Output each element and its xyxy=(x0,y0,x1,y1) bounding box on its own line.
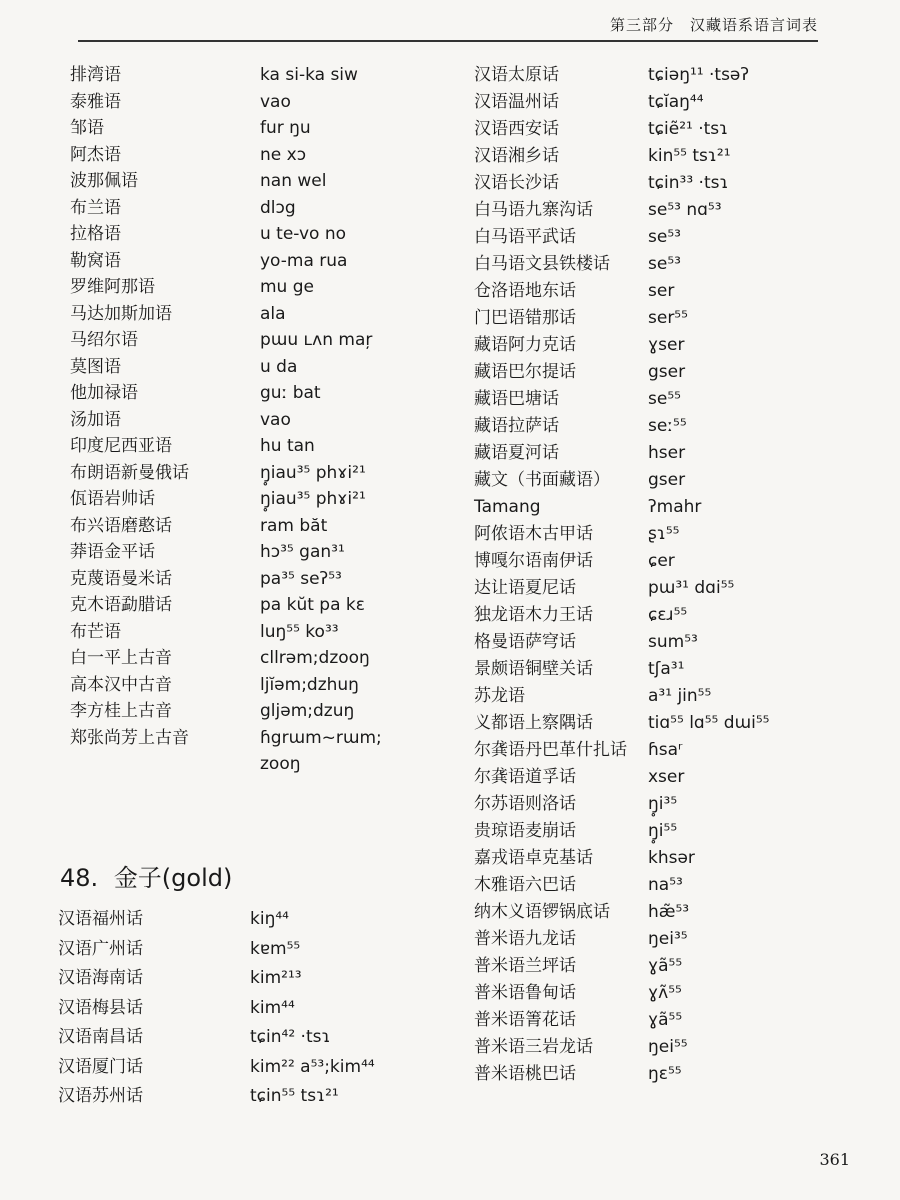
entry-row xyxy=(474,575,854,601)
language-name: 克木语勐腊话 xyxy=(70,595,172,615)
word-form: a³¹ jin⁵⁵ xyxy=(648,686,712,706)
section-heading xyxy=(60,858,232,893)
word-form: hu tan xyxy=(260,436,315,456)
word-form: ŋ̥iau³⁵ phɤi²¹ xyxy=(260,462,366,483)
language-name: 排湾语 xyxy=(70,65,121,85)
page-header xyxy=(0,0,900,50)
language-name: 汉语苏州话 xyxy=(58,1086,143,1106)
entry-row xyxy=(70,89,450,115)
entry-row xyxy=(70,115,450,141)
left-column-gold-entries xyxy=(58,906,450,1106)
entry-row xyxy=(70,168,450,194)
entry-row xyxy=(474,791,854,817)
language-name: 景颇语铜壁关话 xyxy=(474,659,593,679)
entry-row xyxy=(70,698,450,724)
language-name: 佤语岩帅话 xyxy=(70,489,155,509)
entry-row xyxy=(474,953,854,979)
entry-row xyxy=(474,629,854,655)
word-form: ɕer xyxy=(648,551,675,571)
word-form: dlɔg xyxy=(260,197,296,218)
language-name: 汉语温州话 xyxy=(474,92,559,112)
header-title: 第三部分 汉藏语系语言词表 xyxy=(609,16,818,34)
language-name: 罗维阿那语 xyxy=(70,277,155,297)
entry-row xyxy=(70,380,450,406)
word-form: se⁵³ xyxy=(648,227,681,247)
word-form: cllrəm;dzooŋ xyxy=(260,648,370,668)
language-name: 义都语上察隅话 xyxy=(474,713,593,733)
word-form: ɣã⁵⁵ xyxy=(648,1010,683,1030)
entry-row xyxy=(474,359,854,385)
entry-row xyxy=(58,965,450,991)
entry-row xyxy=(70,486,450,512)
entry-row xyxy=(474,710,854,736)
language-name: Tamang xyxy=(474,497,541,517)
language-name: 尔苏语则洛话 xyxy=(474,794,576,814)
right-column-entries xyxy=(474,62,854,1112)
language-name: 普米语箐花话 xyxy=(474,1010,576,1030)
entry-row xyxy=(474,926,854,952)
language-name: 高本汉中古音 xyxy=(70,674,172,695)
language-name: 李方桂上古音 xyxy=(70,701,172,721)
word-form: ala xyxy=(260,303,286,324)
entry-row xyxy=(474,224,854,250)
language-name: 木雅语六巴话 xyxy=(474,875,576,895)
entry-row xyxy=(474,143,854,169)
word-form: pa kŭt pa kɛ xyxy=(260,595,365,615)
word-form: xser xyxy=(648,767,685,787)
word-form: khsər xyxy=(648,848,695,868)
word-form: gser xyxy=(648,470,686,490)
word-form: luŋ⁵⁵ ko³³ xyxy=(260,621,339,642)
language-name: 勒窝语 xyxy=(70,250,121,271)
word-form: u da xyxy=(260,356,298,377)
word-form: gser xyxy=(648,362,686,382)
language-name: 尔龚语丹巴革什扎话 xyxy=(474,740,627,760)
language-name: 藏语巴尔提话 xyxy=(474,362,576,382)
language-name: 克蔑语曼米话 xyxy=(70,568,172,589)
word-form: pa³⁵ seʔ⁵³ xyxy=(260,568,342,589)
word-form: ɣʌ̃⁵⁵ xyxy=(648,983,682,1003)
left-column-entries xyxy=(70,62,450,782)
entry-row xyxy=(58,906,450,932)
word-form: tɕiẽ²¹ ·tsɿ xyxy=(648,119,729,139)
word-form: ser⁵⁵ xyxy=(648,308,688,328)
entry-row xyxy=(474,548,854,574)
word-form: hɔ³⁵ gan³¹ xyxy=(260,542,345,562)
entry-row xyxy=(58,936,450,962)
entry-row xyxy=(70,195,450,221)
entry-row xyxy=(70,539,450,565)
entry-row xyxy=(474,1034,854,1060)
language-name: 纳木义语锣锅底话 xyxy=(474,902,610,922)
entry-row xyxy=(70,248,450,274)
language-name: 阿杰语 xyxy=(70,144,121,165)
entry-row xyxy=(70,751,450,777)
word-form: ɦgrɯm~rɯm; xyxy=(260,727,382,748)
word-form: se⁵⁵ xyxy=(648,389,681,409)
entry-row xyxy=(70,221,450,247)
entry-row xyxy=(474,413,854,439)
word-form: ɣser xyxy=(648,335,685,355)
word-form: fur ŋu xyxy=(260,118,311,138)
language-name: 仓洛语地东话 xyxy=(474,281,576,301)
section-number: 48. xyxy=(60,864,99,892)
language-name: 汉语厦门话 xyxy=(58,1056,143,1077)
header-rule xyxy=(78,40,818,42)
entry-row xyxy=(58,1083,450,1109)
word-form: vao xyxy=(260,409,291,430)
word-form: ŋei³⁵ xyxy=(648,929,688,949)
entry-row xyxy=(474,521,854,547)
word-form: sum⁵³ xyxy=(648,632,698,652)
language-name: 拉格语 xyxy=(70,224,121,244)
language-name: 汉语西安话 xyxy=(474,119,559,139)
entry-row xyxy=(474,602,854,628)
language-name: 尔龚语道孚话 xyxy=(474,767,576,787)
word-form: hser xyxy=(648,443,686,463)
language-name: 达让语夏尼话 xyxy=(474,578,576,598)
language-name: 普米语三岩龙话 xyxy=(474,1037,593,1057)
word-form: nan wel xyxy=(260,171,327,191)
entry-row xyxy=(70,62,450,88)
language-name: 汉语太原话 xyxy=(474,65,559,85)
language-name: 印度尼西亚语 xyxy=(70,436,172,456)
language-name: 阿侬语木古甲话 xyxy=(474,524,593,544)
entry-row xyxy=(70,142,450,168)
entry-row xyxy=(70,592,450,618)
language-name: 布兴语磨憨话 xyxy=(70,515,172,536)
entry-row xyxy=(58,995,450,1021)
word-form: ŋɛ⁵⁵ xyxy=(648,1064,682,1084)
language-name: 独龙语木力王话 xyxy=(474,605,593,625)
language-name: 白马语九寨沟话 xyxy=(474,200,593,220)
word-form: kɐm⁵⁵ xyxy=(250,938,301,959)
entry-row xyxy=(474,89,854,115)
language-name: 白马语文县铁楼话 xyxy=(474,254,610,274)
word-form: na⁵³ xyxy=(648,875,683,895)
word-form: seː⁵⁵ xyxy=(648,416,687,436)
word-form: ka si-ka siw xyxy=(260,65,358,85)
word-form: ŋ̥i³⁵ xyxy=(648,794,678,814)
language-name: 布兰语 xyxy=(70,197,121,218)
entry-row xyxy=(70,301,450,327)
language-name: 普米语九龙话 xyxy=(474,929,576,949)
language-name: 藏语巴塘话 xyxy=(474,389,559,409)
word-form: tɕĭaŋ⁴⁴ xyxy=(648,92,704,112)
word-form: ŋ̥iau³⁵ phɤi²¹ xyxy=(260,489,366,509)
word-form: kim⁴⁴ xyxy=(250,997,295,1018)
entry-row xyxy=(474,1007,854,1033)
page-number: 361 xyxy=(819,1150,850,1169)
entry-row xyxy=(474,251,854,277)
entry-row xyxy=(70,433,450,459)
entry-row xyxy=(474,278,854,304)
language-name: 白马语平武话 xyxy=(474,227,576,247)
word-form: tiɑ⁵⁵ lɑ⁵⁵ dɯi⁵⁵ xyxy=(648,713,770,733)
word-form: pɯu ʟʌn maŗ xyxy=(260,330,373,350)
entry-row xyxy=(58,1024,450,1050)
word-form: ljĭəm;dzhuŋ xyxy=(260,674,359,695)
word-form: kiŋ⁴⁴ xyxy=(250,909,289,929)
word-form: tʃa³¹ xyxy=(648,659,685,679)
word-form: gljəm;dzuŋ xyxy=(260,701,355,721)
entry-row xyxy=(474,845,854,871)
language-name: 藏语夏河话 xyxy=(474,443,559,463)
language-name: 汉语长沙话 xyxy=(474,173,559,193)
language-name: 布芒语 xyxy=(70,621,121,642)
language-name: 莽语金平话 xyxy=(70,542,155,562)
language-name: 博嘎尔语南伊话 xyxy=(474,551,593,571)
entry-row xyxy=(474,116,854,142)
language-name: 汉语海南话 xyxy=(58,968,143,988)
section-title: 金子(gold) xyxy=(113,864,233,892)
language-name: 汉语广州话 xyxy=(58,938,143,959)
entry-row xyxy=(474,467,854,493)
word-form: tɕin⁴² ·tsɿ xyxy=(250,1027,331,1047)
language-name: 普米语鲁甸话 xyxy=(474,983,576,1003)
entry-row xyxy=(474,683,854,709)
language-name: 泰雅语 xyxy=(70,91,121,112)
entry-row xyxy=(70,513,450,539)
language-name: 格曼语萨穹话 xyxy=(474,632,576,652)
entry-row xyxy=(474,764,854,790)
entry-row xyxy=(70,645,450,671)
language-name: 普米语兰坪话 xyxy=(474,956,576,976)
word-form: ɣã⁵⁵ xyxy=(648,956,683,976)
language-name: 门巴语错那话 xyxy=(474,308,576,328)
language-name: 汉语南昌话 xyxy=(58,1027,143,1047)
entry-row xyxy=(474,62,854,88)
entry-row xyxy=(58,1054,450,1080)
entry-row xyxy=(70,407,450,433)
word-form: u te-vo no xyxy=(260,224,347,244)
language-name: 贵琼语麦崩话 xyxy=(474,821,576,841)
word-form: hæ̃⁵³ xyxy=(648,902,690,922)
language-name: 马绍尔语 xyxy=(70,330,138,350)
word-form: guː bat xyxy=(260,383,321,403)
word-form: ne xɔ xyxy=(260,144,307,165)
entry-row xyxy=(70,672,450,698)
language-name: 藏语阿力克话 xyxy=(474,335,576,355)
word-form: zooŋ xyxy=(260,754,301,774)
word-form: ɕɛɹ⁵⁵ xyxy=(648,605,688,625)
word-form: ɦsaʳ xyxy=(648,740,683,760)
entry-row xyxy=(70,460,450,486)
language-name: 嘉戎语卓克基话 xyxy=(474,848,593,868)
entry-row xyxy=(474,1061,854,1087)
word-form: ŋ̥i⁵⁵ xyxy=(648,821,678,841)
language-name: 郑张尚芳上古音 xyxy=(70,727,189,748)
entry-row xyxy=(70,274,450,300)
language-name: 汉语湘乡话 xyxy=(474,146,559,166)
entry-row xyxy=(474,737,854,763)
entry-row xyxy=(474,980,854,1006)
language-name: 汤加语 xyxy=(70,409,121,430)
language-name: 汉语福州话 xyxy=(58,909,143,929)
word-form: kin⁵⁵ tsɿ²¹ xyxy=(648,146,731,166)
entry-row xyxy=(474,656,854,682)
word-form: ʂɿ⁵⁵ xyxy=(648,524,680,544)
language-name: 普米语桃巴话 xyxy=(474,1064,576,1084)
entry-row xyxy=(474,494,854,520)
word-form: yo-ma rua xyxy=(260,250,348,271)
entry-row xyxy=(474,305,854,331)
entry-row xyxy=(474,872,854,898)
language-name: 藏文（书面藏语） xyxy=(474,470,610,490)
entry-row xyxy=(70,566,450,592)
word-form: tɕin³³ ·tsɿ xyxy=(648,173,729,193)
entry-row xyxy=(70,327,450,353)
entry-row xyxy=(70,619,450,645)
entry-row xyxy=(70,354,450,380)
entry-row xyxy=(474,386,854,412)
word-form: tɕin⁵⁵ tsɿ²¹ xyxy=(250,1086,339,1106)
language-name: 莫图语 xyxy=(70,356,121,377)
word-form: ram băt xyxy=(260,515,328,536)
word-form: kim²¹³ xyxy=(250,968,302,988)
entry-row xyxy=(70,725,450,751)
language-name: 他加禄语 xyxy=(70,383,138,403)
language-name: 白一平上古音 xyxy=(70,648,172,668)
entry-row xyxy=(474,170,854,196)
word-form: ʔmahr xyxy=(648,497,702,517)
entry-row xyxy=(474,440,854,466)
language-name: 邹语 xyxy=(70,118,104,138)
word-form: kim²² a⁵³;kim⁴⁴ xyxy=(250,1056,375,1077)
word-form: ŋei⁵⁵ xyxy=(648,1037,688,1057)
entry-row xyxy=(474,332,854,358)
language-name: 布朗语新曼俄话 xyxy=(70,462,189,483)
language-name: 汉语梅县话 xyxy=(58,997,143,1018)
word-form: tɕiəŋ¹¹ ·tsəʔ xyxy=(648,65,750,85)
word-form: ser xyxy=(648,281,675,301)
language-name: 苏龙语 xyxy=(474,686,525,706)
word-form: se⁵³ xyxy=(648,254,681,274)
language-name: 波那佩语 xyxy=(70,171,138,191)
word-form: se⁵³ nɑ⁵³ xyxy=(648,200,722,220)
word-form: vao xyxy=(260,91,291,112)
language-name: 藏语拉萨话 xyxy=(474,416,559,436)
entry-row xyxy=(474,899,854,925)
language-name: 马达加斯加语 xyxy=(70,303,172,324)
word-form: pɯ³¹ dɑi⁵⁵ xyxy=(648,578,735,598)
word-form: mu ge xyxy=(260,277,314,297)
entry-row xyxy=(474,818,854,844)
entry-row xyxy=(474,197,854,223)
